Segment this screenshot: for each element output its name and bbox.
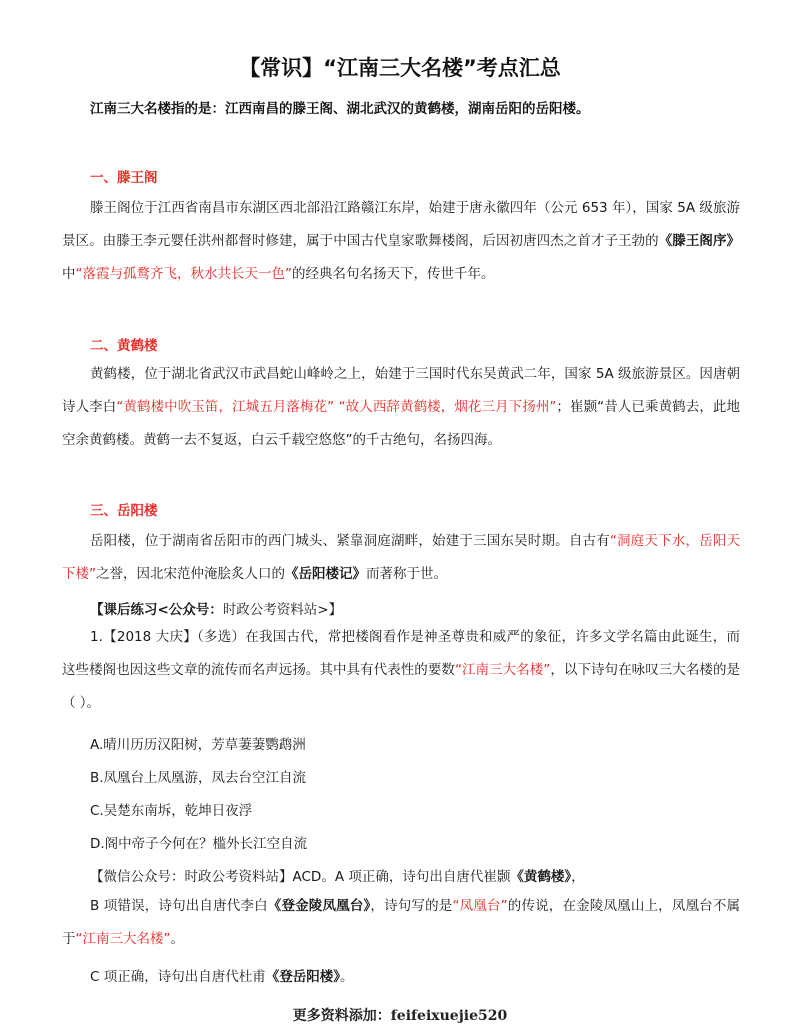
footer-note: 更多资料添加：feifeixuejie520 [292,1008,508,1024]
exercise-label: 【课后练习<公众号：时政公考资料站>】 [90,602,343,618]
option-c: C.吴楚东南坼，乾坤日夜浮 [90,803,253,819]
answer-b: B 项错误，诗句出自唐代李白《登金陵凤凰台》，诗句写的是“凤凰台”的传说，在金陵凤凰山上，凤凰台不属于“江南三大名楼”。 [62,898,741,947]
section-body-yueyang: 岳阳楼，位于湖南省岳阳市的西门城头、紧靠洞庭湖畔，始建于三国东吴时期。自古有“洞庭天下水，岳阳天下楼”之誉，因北宋范仲淹脍炙人口的《岳阳楼记》而著称于世。 [62,533,740,582]
section-heading-yueyang: 三、岳阳楼 [90,503,158,519]
answer-c: C 项正确，诗句出自唐代杜甫《登岳阳楼》。 [90,969,354,985]
option-b: B.凤凰台上凤凰游，凤去台空江自流 [90,770,307,786]
answer-a: 【微信公众号：时政公考资料站】ACD。A 项正确，诗句出自唐代崔颢《黄鹤楼》， [90,869,585,885]
section-heading-huanghe: 二、黄鹤楼 [90,338,158,354]
section-heading-tengwang: 一、滕王阁 [90,170,158,186]
page-title: 【常识】“江南三大名楼”考点汇总 [239,56,561,80]
section-body-huanghe: 黄鹤楼，位于湖北省武汉市武昌蛇山峰岭之上，始建于三国时代东吴黄武二年，国家 5A 级旅游景区。因唐朝诗人李白“黄鹤楼中吹玉笛，江城五月落梅花” “故人西辞黄鹤楼，烟花三月下扬州”；崔颢“昔人已乘黄鹤去，此地空余黄鹤楼。黄鹤一去不复返，白云千载空悠悠”的千古绝句，名扬四海。 [62,366,741,448]
intro-text: 江南三大名楼指的是：江西南昌的滕王阁、湖北武汉的黄鹤楼，湖南岳阳的岳阳楼。 [90,101,590,117]
section-body-tengwang: 滕王阁位于江西省南昌市东湖区西北部沿江路赣江东岸，始建于唐永徽四年（公元 653 年），国家 5A 级旅游景区。由滕王李元婴任洪州都督时修建，属于中国古代皇家歌舞楼阁，后因初唐四杰之首才子王勃的《滕王阁序》中“落霞与孤鹜齐飞，秋水共长天一色”的经典名句名扬天下，传世千年。 [62,200,741,282]
option-a: A.晴川历历汉阳树，芳草萋萋鹦鹉洲 [90,737,306,753]
exercise-question: 1.【2018 大庆】（多选）在我国古代，常把楼阁看作是神圣尊贵和威严的象征，许多文学名篇由此诞生，而这些楼阁也因这些文章的流传而名声远扬。其中具有代表性的要数“江南三大名楼”，以下诗句在咏叹三大名楼的是（ ）。 [62,629,740,711]
option-d: D.阁中帝子今何在？槛外长江空自流 [90,836,308,852]
